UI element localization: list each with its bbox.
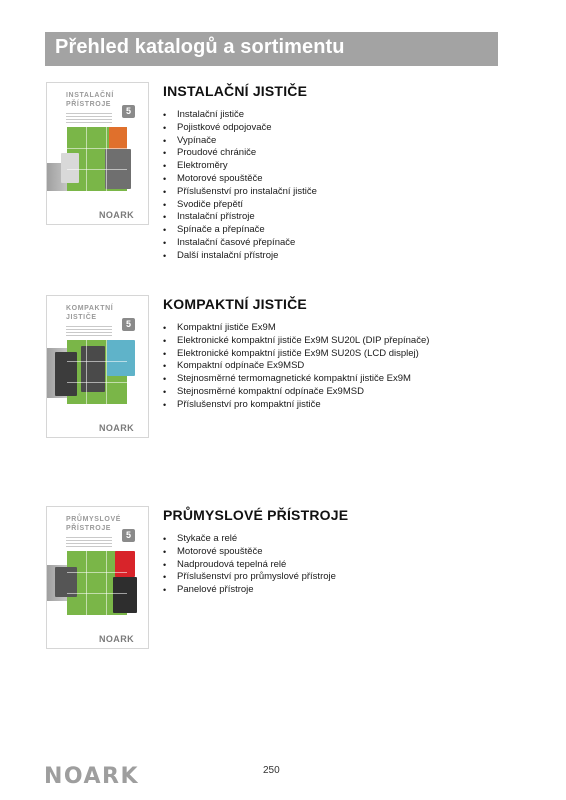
catalog-cover-image xyxy=(46,506,149,649)
section-heading: PRŮMYSLOVÉ PŘÍSTROJE xyxy=(163,507,349,523)
cover-logo: NOARK xyxy=(99,210,134,220)
section-heading: KOMPAKTNÍ JISTIČE xyxy=(163,296,307,312)
list-item: • Další instalační přístroje xyxy=(163,250,317,263)
cover-title: INSTALAČNÍ PŘÍSTROJE xyxy=(66,92,114,108)
cover-subtitle-lines xyxy=(66,113,112,125)
item-list xyxy=(163,109,317,263)
list-item: • Instalační jističe xyxy=(163,109,317,122)
cover-grid-lines xyxy=(67,551,127,615)
list-item: • Stejnosměrné kompaktní odpínače Ex9MSD xyxy=(163,386,429,399)
cover-title: KOMPAKTNÍ JISTIČE xyxy=(66,305,114,321)
item-list xyxy=(163,322,429,412)
cover-logo: NOARK xyxy=(99,423,134,433)
brand-logo: NOARK xyxy=(44,764,140,789)
list-item: • Elektronické kompaktní jističe Ex9M SU20S (LCD displej) xyxy=(163,348,429,361)
list-item: • Proudové chrániče xyxy=(163,147,317,160)
cover-logo: NOARK xyxy=(99,634,134,644)
item-list xyxy=(163,533,336,597)
cover-badge: 5 xyxy=(122,318,135,331)
list-item: • Příslušenství pro kompaktní jističe xyxy=(163,399,429,412)
cover-subtitle-lines xyxy=(66,537,112,549)
list-item: • Svodiče přepětí xyxy=(163,199,317,212)
list-item: • Elektronické kompaktní jističe Ex9M SU20L (DIP přepínače) xyxy=(163,335,429,348)
cover-grid-lines xyxy=(67,127,127,191)
cover-subtitle-lines xyxy=(66,326,112,338)
list-item: • Panelové přístroje xyxy=(163,584,336,597)
page-number: 250 xyxy=(263,765,280,776)
cover-grid-lines xyxy=(67,340,127,404)
list-item: • Stejnosměrné termomagnetické kompaktní jističe Ex9M xyxy=(163,373,429,386)
list-item: • Kompaktní odpínače Ex9MSD xyxy=(163,360,429,373)
list-item: • Motorové spouštěče xyxy=(163,546,336,559)
list-item: • Vypínače xyxy=(163,135,317,148)
list-item: • Pojistkové odpojovače xyxy=(163,122,317,135)
list-item: • Spínače a přepínače xyxy=(163,224,317,237)
catalog-cover-image xyxy=(46,295,149,438)
list-item: • Instalační přístroje xyxy=(163,211,317,224)
list-item: • Kompaktní jističe Ex9M xyxy=(163,322,429,335)
list-item: • Příslušenství pro průmyslové přístroje xyxy=(163,571,336,584)
list-item: • Stykače a relé xyxy=(163,533,336,546)
list-item: • Motorové spouštěče xyxy=(163,173,317,186)
list-item: • Nadproudová tepelná relé xyxy=(163,559,336,572)
list-item: • Elektroměry xyxy=(163,160,317,173)
cover-badge: 5 xyxy=(122,105,135,118)
page-title-bar xyxy=(45,32,498,66)
list-item: • Příslušenství pro instalační jističe xyxy=(163,186,317,199)
cover-title: PRŮMYSLOVÉ PŘÍSTROJE xyxy=(66,516,122,532)
cover-badge: 5 xyxy=(122,529,135,542)
section-heading: INSTALAČNÍ JISTIČE xyxy=(163,83,308,99)
page-title: Přehled katalogů a sortimentu xyxy=(55,36,345,58)
list-item: • Instalační časové přepínače xyxy=(163,237,317,250)
catalog-cover-image xyxy=(46,82,149,225)
